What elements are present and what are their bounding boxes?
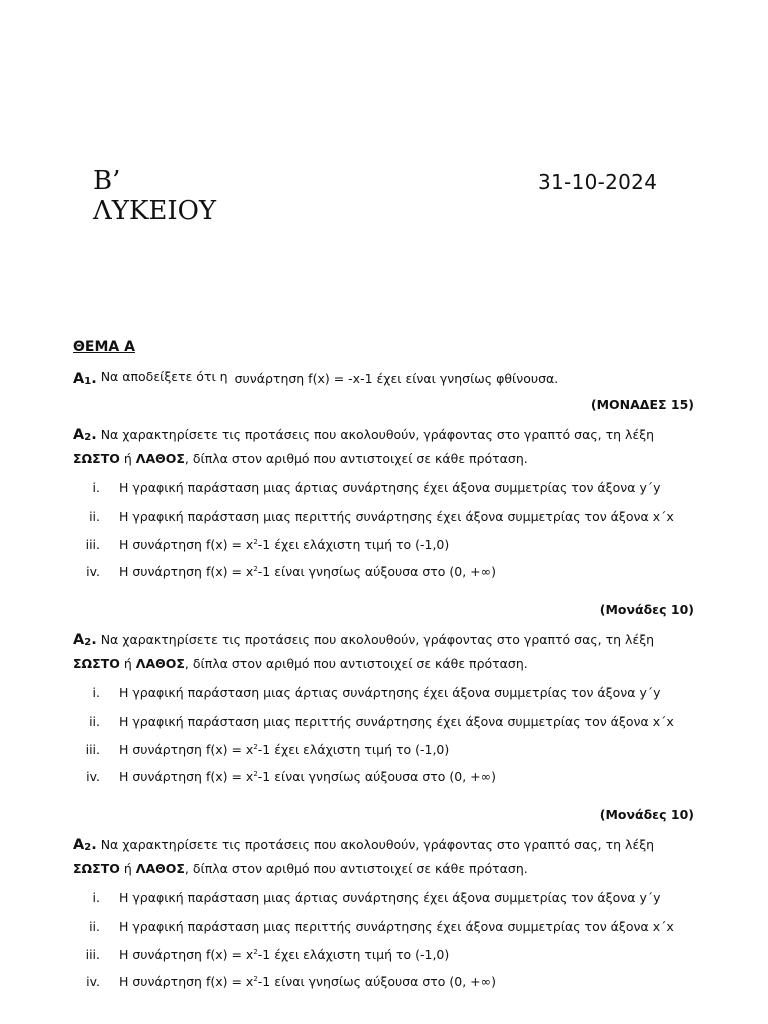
word-true: ΣΩΣΤΟ bbox=[73, 656, 120, 671]
word-false: ΛΑΘΟΣ bbox=[135, 451, 185, 466]
theme-title: ΘΕΜΑ Α bbox=[73, 339, 135, 355]
question-a2-label: $A_2$. bbox=[73, 632, 97, 648]
question-a2-line1: $A_2$. Να χαρακτηρίσετε τις προτάσεις που ακολουθούν, γράφοντας στο γραπτό σας, τη λέξη bbox=[73, 837, 655, 853]
question-a2-points: (Μονάδες 10) bbox=[599, 807, 694, 822]
class-heading-line2: ΛΥΚΕΙΟΥ bbox=[93, 196, 217, 226]
question-a1-text-part2: συνάρτηση f(x) = -x-1 έχει είναι γνησίως φθίνουσα. bbox=[234, 371, 559, 386]
word-true: ΣΩΣΤΟ bbox=[73, 861, 120, 876]
question-a2-line2: ΣΩΣΤΟ ή ΛΑΘΟΣ, δίπλα στον αριθμό που αντιστοιχεί σε κάθε πρόταση. bbox=[73, 656, 528, 671]
question-a2-line2: ΣΩΣΤΟ ή ΛΑΘΟΣ, δίπλα στον αριθμό που αντιστοιχεί σε κάθε πρόταση. bbox=[73, 861, 528, 876]
class-heading bbox=[93, 166, 216, 226]
exam-date: 31-10-2024 bbox=[538, 170, 658, 194]
question-a2-line1: $A_2$. Να χαρακτηρίσετε τις προτάσεις που ακολουθούν, γράφοντας στο γραπτό σας, τη λέξη bbox=[73, 427, 655, 443]
question-a1-points: (ΜΟΝΑΔΕΣ 15) bbox=[590, 397, 694, 412]
class-heading-line1: Β’ bbox=[93, 166, 121, 196]
question-a2-label: $A_2$. bbox=[73, 837, 97, 853]
word-true: ΣΩΣΤΟ bbox=[73, 451, 120, 466]
question-a1 bbox=[73, 371, 558, 387]
question-a2-points: (Μονάδες 10) bbox=[599, 602, 694, 617]
question-a2-line2: ΣΩΣΤΟ ή ΛΑΘΟΣ, δίπλα στον αριθμό που αντιστοιχεί σε κάθε πρόταση. bbox=[73, 451, 528, 466]
question-a2-line1: $A_2$. Να χαρακτηρίσετε τις προτάσεις που ακολουθούν, γράφοντας στο γραπτό σας, τη λέξη bbox=[73, 632, 655, 648]
question-a1-text-part1: Να αποδείξετε ότι η bbox=[100, 369, 228, 384]
word-false: ΛΑΘΟΣ bbox=[135, 861, 185, 876]
word-false: ΛΑΘΟΣ bbox=[135, 656, 185, 671]
question-a2-label: $A_2$. bbox=[73, 427, 97, 443]
question-a1-label: $A_1$. bbox=[73, 371, 97, 387]
